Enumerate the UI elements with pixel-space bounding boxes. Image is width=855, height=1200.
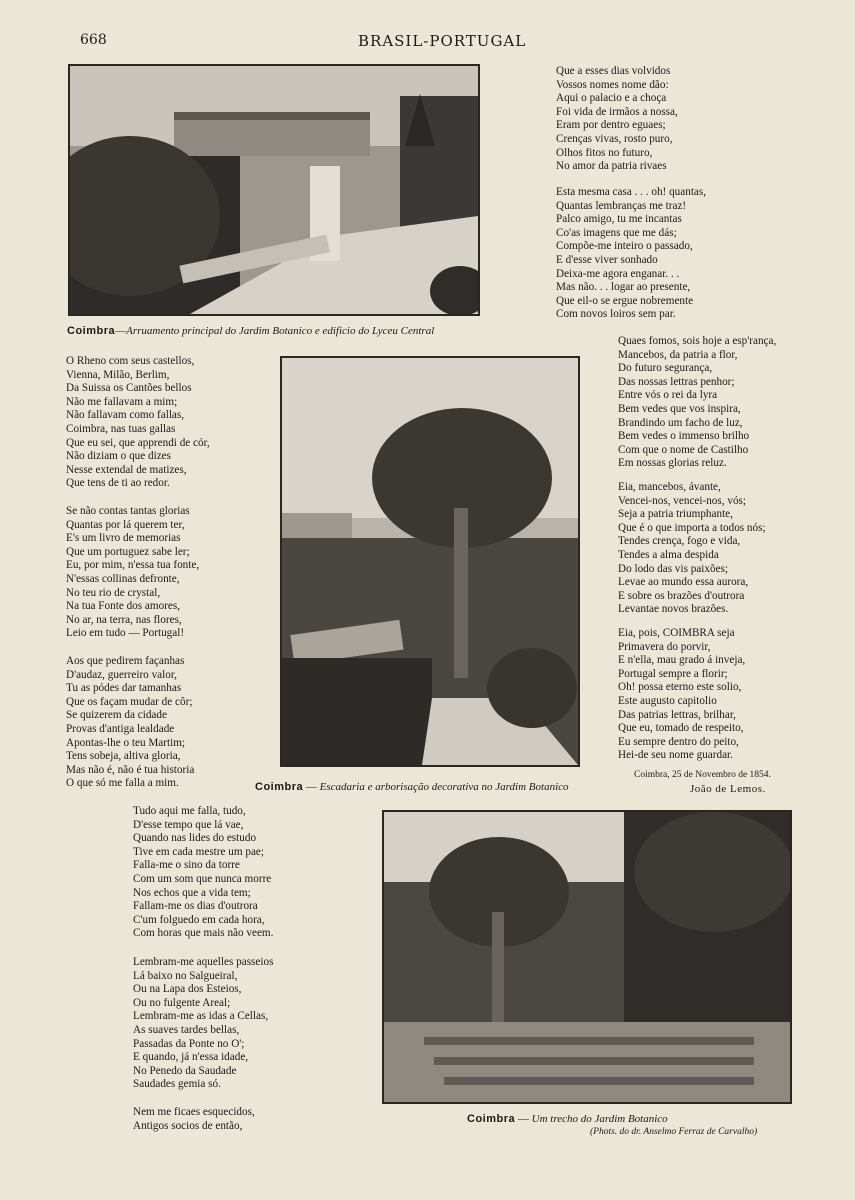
page-number: 668: [80, 32, 107, 48]
poem-stanza: Se não contas tantas glorias Quantas por lá querem ter, E's um livro de memorias Que um portuguez sabe ler; Eu, por mim, n'essa tua fonte, N'essas collinas defronte, No teu rio de crystal, Na tua Fonte dos amores, No ar, na terra, nas flores, Leio em tudo — Portugal!: [66, 505, 200, 640]
poem-stanza: Eia, pois, COIMBRA seja Primavera do porvir, E n'ella, mau grado á inveja, Portugal sempre a florir; Oh! possa eterno este solio, Este augusto capitolio Das patrias lettras, brilhar, Que eu, tomado de respeito, Eu sempre dentro do peito, Hei-de seu nome guardar.: [618, 627, 746, 762]
running-head: BRASIL-PORTUGAL: [358, 32, 527, 50]
poem-stanza: Quaes fomos, sois hoje a esp'rança, Mancebos, da patria a flor, Do futuro segurança, Das nossas lettras penhor; Entre vós o rei da lyra Bem vedes que vos inspira, Brandindo um facho de luz, Bem vedes o immenso brilho Com que o nome de Castilho Em nossas glorias reluz.: [618, 335, 777, 470]
poem-stanza: Esta mesma casa . . . oh! quantas, Quantas lembranças me traz! Palco amigo, tu me incantas Co'as imagens que me dás; Compõe-me inteiro o passado, E d'esse viver sonhado Deixa-me agora enganar. . . Mas não. . . logar ao presente, Que eil-o se ergue nobremente Com novos loiros sem par.: [556, 186, 707, 321]
photo-palm-staircase: [280, 356, 580, 767]
figure-caption-2: Coimbra — Escadaria e arborisação decorativa no Jardim Botanico: [255, 781, 569, 793]
poem-signature: João de Lemos.: [690, 783, 766, 795]
poem-stanza: Tudo aqui me falla, tudo, D'esse tempo que lá vae, Quando nas lides do estudo Tive em cada mestre um pae; Falla-me o sino da torre Com um som que nunca morre Nos echos que a vida tem; Fallam-me os dias d'outrora C'um folguedo em cada hora, Com horas que mais não veem.: [133, 805, 274, 940]
poem-stanza: Nem me ficaes esquecidos, Antigos socios de então,: [133, 1106, 255, 1132]
figure-caption-1: Coimbra—Arruamento principal do Jardim Botanico e edificio do Lyceu Central: [67, 325, 435, 337]
poem-stanza: Lembram-me aquelles passeios Lá baixo no Salgueiral, Ou na Lapa dos Esteios, Ou no fulgente Areal; Lembram-me as idas a Cellas, As suaves tardes bellas, Passadas da Ponte no O'; E quando, já n'essa idade, No Penedo da Saudade Saudades gemia só.: [133, 956, 274, 1091]
poem-stanza: Aos que pedirem façanhas D'audaz, guerreiro valor, Tu as pódes dar tamanhas Que os façam mudar de côr; Se quizerem da cidade Provas d'antiga lealdade Apontas-lhe o teu Martim; Tens sobeja, altiva gloria, Mas não é, não é tua historia O que só me falla a mim.: [66, 655, 195, 790]
photo-botanical-garden-avenue: [68, 64, 480, 316]
poem-stanza: Eia, mancebos, ávante, Vencei-nos, vencei-nos, vós; Seja a patria triumphante, Que é o que importa a todos nós; Tendes crença, fogo e vida, Tendes a alma despida Do lodo das vis paixões; Levae ao mundo essa aurora, E sobre os brazões d'outrora Levantae novos brazões.: [618, 481, 766, 616]
photo-credit: (Phots. do dr. Anselmo Ferraz de Carvalho): [590, 1127, 758, 1137]
figure-caption-3: Coimbra — Um trecho do Jardim Botanico: [467, 1113, 668, 1125]
poem-stanza: O Rheno com seus castellos, Vienna, Milão, Berlim, Da Suissa os Cantões bellos Não me fallavam a mim; Não fallavam como fallas, Coimbra, nas tuas gallas Que eu sei, que apprendi de cór, Não diziam o que dizes Nesse extendal de matizes, Que tens de ti ao redor.: [66, 355, 210, 490]
poem-dateline: Coimbra, 25 de Novembro de 1854.: [634, 770, 771, 780]
photo-garden-section: [382, 810, 792, 1104]
poem-stanza: Que a esses dias volvidos Vossos nomes nome dão: Aqui o palacio e a choça Foi vida de irmãos a nossa, Eram por dentro eguaes; Crenças vivas, rosto puro, Olhos fitos no futuro, No amor da patria rivaes: [556, 65, 678, 173]
